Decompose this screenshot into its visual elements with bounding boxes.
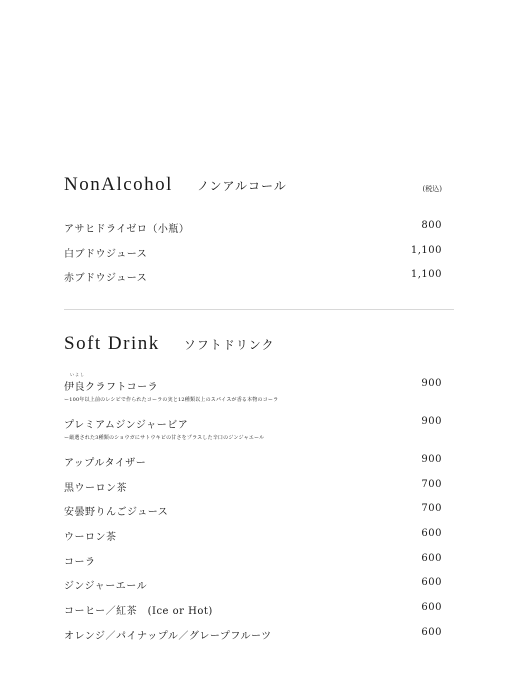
item-price: 1,100 <box>410 245 442 256</box>
item-price: 1,100 <box>410 269 442 280</box>
nonalcohol-title-en: NonAlcohol <box>64 174 173 195</box>
item-price: 900 <box>421 378 442 389</box>
softdrink-heading <box>64 333 275 355</box>
item-price: 600 <box>421 528 442 539</box>
item-description: ー厳選された3種類のショウガにサトウキビの甘さをプラスした辛口のジンジャエール <box>64 435 265 441</box>
menu-item <box>64 627 442 642</box>
item-price: 900 <box>421 416 442 427</box>
item-name: コーヒー／紅茶 (Ice or Hot) <box>64 606 213 617</box>
item-price: 800 <box>421 220 442 231</box>
item-ruby: いよし <box>70 372 85 377</box>
item-price: 600 <box>421 627 442 638</box>
item-name: コーラ <box>64 557 96 568</box>
item-price: 700 <box>421 503 442 514</box>
item-price: 600 <box>421 577 442 588</box>
item-name: 白ブドウジュース <box>64 249 148 260</box>
item-name: 安曇野りんごジュース <box>64 507 169 518</box>
menu-item <box>64 245 442 260</box>
item-name <box>64 372 442 393</box>
item-price: 700 <box>421 479 442 490</box>
menu-item <box>64 269 442 284</box>
item-name: アップルタイザー <box>64 458 147 469</box>
item-name: ジンジャーエール <box>64 581 148 592</box>
menu-item <box>64 602 442 617</box>
item-name: 黒ウーロン茶 <box>64 483 127 494</box>
item-name: オレンジ／パイナップル／グレープフルーツ <box>64 631 272 642</box>
menu-item <box>64 416 442 441</box>
item-name: アサヒドライゼロ（小瓶） <box>64 224 190 235</box>
menu-item <box>64 372 442 403</box>
item-name-text: 伊良クラフトコーラ <box>64 382 159 393</box>
menu-item <box>64 553 442 568</box>
item-description: ー100年以上前のレシピで作られたコーラの実と12種類以上のスパイスが香る本物のコーラ <box>64 397 279 403</box>
item-price: 900 <box>421 454 442 465</box>
nonalcohol-heading <box>64 174 287 196</box>
softdrink-title-en: Soft Drink <box>64 333 160 354</box>
item-name: ウーロン茶 <box>64 532 117 543</box>
softdrink-title-jp: ソフトドリンク <box>183 338 275 352</box>
item-price: 600 <box>421 553 442 564</box>
menu-item <box>64 503 442 518</box>
menu-item <box>64 528 442 543</box>
item-name: 赤ブドウジュース <box>64 273 148 284</box>
menu-item <box>64 577 442 592</box>
tax-note: (税込) <box>422 185 442 193</box>
section-divider <box>64 309 454 310</box>
item-name: プレミアムジンジャービア <box>64 420 189 431</box>
item-price: 600 <box>421 602 442 613</box>
menu-item <box>64 220 442 235</box>
menu-item <box>64 479 442 494</box>
menu-item <box>64 454 442 469</box>
nonalcohol-title-jp: ノンアルコール <box>196 179 287 193</box>
